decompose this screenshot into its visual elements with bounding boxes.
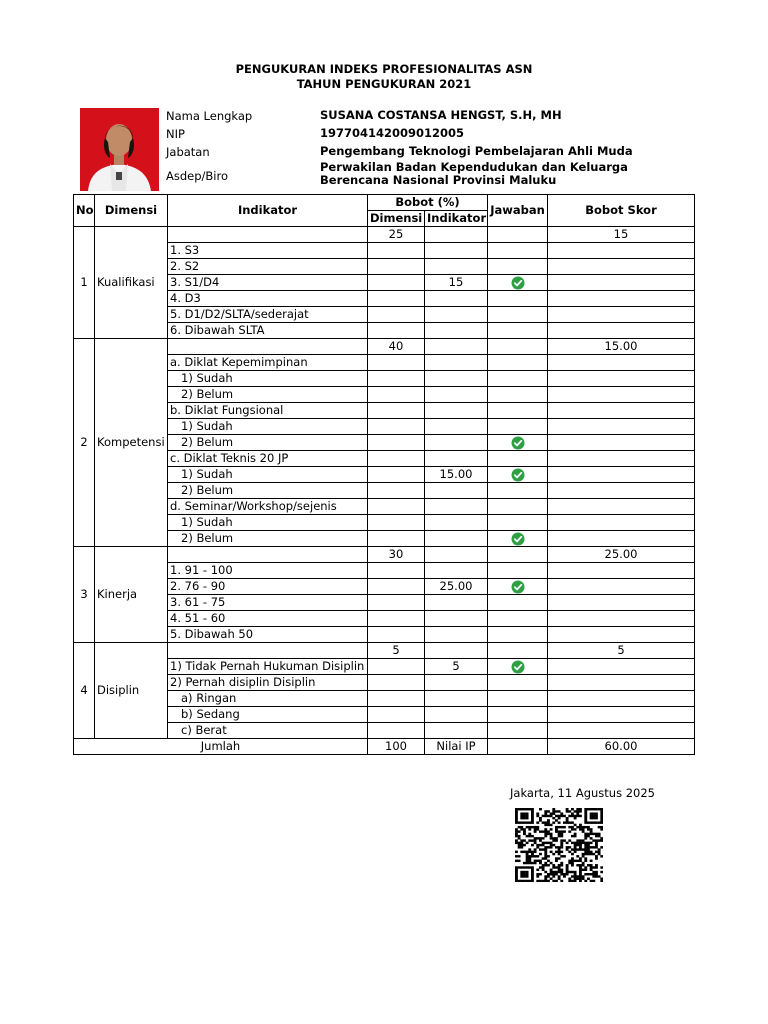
bobot-skor-cell	[548, 323, 695, 339]
nama-label: Nama Lengkap	[166, 109, 253, 123]
section-bobot-indikator-blank	[425, 227, 488, 243]
bobot-skor-cell	[548, 291, 695, 307]
check-icon	[511, 580, 525, 594]
bobot-skor-cell	[548, 611, 695, 627]
jawaban-cell	[488, 387, 548, 403]
indikator-label: 1. 91 - 100	[168, 563, 368, 579]
table-row	[74, 563, 695, 579]
bobot-indikator-cell	[425, 307, 488, 323]
table-row	[74, 307, 695, 323]
indikator-label: c. Diklat Teknis 20 JP	[168, 451, 368, 467]
indikator-label: 2. S2	[168, 259, 368, 275]
check-icon	[511, 436, 525, 450]
indikator-label: 5. D1/D2/SLTA/sederajat	[168, 307, 368, 323]
check-icon	[511, 468, 525, 482]
bobot-skor-cell	[548, 435, 695, 451]
section-bobot-dimensi: 25	[368, 227, 425, 243]
bobot-indikator-cell	[425, 387, 488, 403]
bobot-skor-cell	[548, 707, 695, 723]
indikator-label: a) Ringan	[168, 691, 368, 707]
indikator-label: 6. Dibawah SLTA	[168, 323, 368, 339]
nilai-ip-value: 60.00	[548, 739, 695, 755]
indikator-label: 5. Dibawah 50	[168, 627, 368, 643]
bobot-dimensi-cell	[368, 691, 425, 707]
bobot-skor-cell	[548, 659, 695, 675]
bobot-indikator-cell	[425, 355, 488, 371]
section-jawaban-blank	[488, 227, 548, 243]
section-dimensi: Kompetensi	[95, 339, 168, 547]
section-bobot-indikator-blank	[425, 547, 488, 563]
indikator-label: 3. S1/D4	[168, 275, 368, 291]
jabatan-label: Jabatan	[166, 145, 210, 159]
section-dimensi: Disiplin	[95, 643, 168, 739]
bobot-indikator-cell	[425, 371, 488, 387]
table-row	[74, 531, 695, 547]
bobot-indikator-cell: 25.00	[425, 579, 488, 595]
header-jawaban: Jawaban	[488, 195, 548, 227]
bobot-indikator-cell	[425, 675, 488, 691]
section-bobot-indikator-blank	[425, 339, 488, 355]
bobot-dimensi-cell	[368, 259, 425, 275]
bobot-dimensi-cell	[368, 707, 425, 723]
jawaban-cell	[488, 515, 548, 531]
bobot-indikator-cell	[425, 531, 488, 547]
bobot-skor-cell	[548, 579, 695, 595]
header-dimensi: Dimensi	[95, 195, 168, 227]
table-row	[74, 675, 695, 691]
jawaban-cell	[488, 531, 548, 547]
bobot-skor-cell	[548, 275, 695, 291]
table-row	[74, 579, 695, 595]
indikator-label: 2) Belum	[168, 531, 368, 547]
table-row	[74, 451, 695, 467]
bobot-indikator-cell	[425, 451, 488, 467]
bobot-dimensi-cell	[368, 483, 425, 499]
jawaban-cell	[488, 403, 548, 419]
section-no: 1	[74, 227, 95, 339]
indikator-label: 2) Belum	[168, 483, 368, 499]
bobot-dimensi-cell	[368, 627, 425, 643]
section-jawaban-blank	[488, 547, 548, 563]
table-row	[74, 275, 695, 291]
section-jawaban-blank	[488, 643, 548, 659]
signature-date: Jakarta, 11 Agustus 2025	[510, 786, 655, 800]
jumlah-label: Jumlah	[74, 739, 368, 755]
section-bobot-indikator-blank	[425, 643, 488, 659]
indikator-label: b. Diklat Fungsional	[168, 403, 368, 419]
indikator-label: c) Berat	[168, 723, 368, 739]
jabatan-value: Pengembang Teknologi Pembelajaran Ahli Muda	[320, 144, 633, 158]
table-row	[74, 323, 695, 339]
bobot-indikator-cell	[425, 611, 488, 627]
indikator-label: 1) Sudah	[168, 467, 368, 483]
indikator-label: b) Sedang	[168, 707, 368, 723]
table-row	[74, 419, 695, 435]
table-row	[74, 259, 695, 275]
total-bobot: 100	[368, 739, 425, 755]
document-subtitle: TAHUN PENGUKURAN 2021	[296, 77, 472, 91]
bobot-indikator-cell	[425, 723, 488, 739]
jawaban-cell	[488, 307, 548, 323]
header-bobot: Bobot (%)	[368, 195, 488, 211]
section-indikator-blank	[168, 339, 368, 355]
jawaban-cell	[488, 675, 548, 691]
section-no: 3	[74, 547, 95, 643]
section-dimensi: Kinerja	[95, 547, 168, 643]
bobot-skor-cell	[548, 419, 695, 435]
bobot-dimensi-cell	[368, 499, 425, 515]
header-bobot-skor: Bobot Skor	[548, 195, 695, 227]
check-icon	[511, 276, 525, 290]
section-indikator-blank	[168, 227, 368, 243]
bobot-skor-cell	[548, 499, 695, 515]
nip-label: NIP	[166, 127, 185, 141]
header-bobot-indikator: Indikator	[425, 211, 488, 227]
bobot-indikator-cell	[425, 419, 488, 435]
bobot-dimensi-cell	[368, 419, 425, 435]
bobot-skor-cell	[548, 371, 695, 387]
indikator-label: d. Seminar/Workshop/sejenis	[168, 499, 368, 515]
nip-value: 197704142009012005	[320, 126, 465, 140]
section-header-row	[74, 643, 695, 659]
section-bobot-dimensi: 30	[368, 547, 425, 563]
nama-value: SUSANA COSTANSA HENGST, S.H, MH	[320, 108, 562, 122]
jawaban-cell	[488, 467, 548, 483]
asdep-label: Asdep/Biro	[166, 169, 229, 183]
table-row	[74, 371, 695, 387]
bobot-skor-cell	[548, 483, 695, 499]
indikator-label: 1. S3	[168, 243, 368, 259]
bobot-indikator-cell	[425, 515, 488, 531]
qr-code	[515, 808, 603, 882]
bobot-dimensi-cell	[368, 451, 425, 467]
section-bobot-skor: 15	[548, 227, 695, 243]
table-row	[74, 595, 695, 611]
header-indikator: Indikator	[168, 195, 368, 227]
section-bobot-dimensi: 40	[368, 339, 425, 355]
jawaban-cell	[488, 275, 548, 291]
indikator-label: 1) Sudah	[168, 515, 368, 531]
bobot-dimensi-cell	[368, 579, 425, 595]
table-row	[74, 659, 695, 675]
jawaban-cell	[488, 691, 548, 707]
table-row	[74, 499, 695, 515]
indikator-label: 2) Belum	[168, 435, 368, 451]
table-row	[74, 291, 695, 307]
section-dimensi: Kualifikasi	[95, 227, 168, 339]
bobot-skor-cell	[548, 595, 695, 611]
bobot-indikator-cell	[425, 707, 488, 723]
table-row	[74, 355, 695, 371]
bobot-dimensi-cell	[368, 675, 425, 691]
profile-info	[166, 106, 696, 190]
table-row	[74, 243, 695, 259]
bobot-dimensi-cell	[368, 467, 425, 483]
check-icon	[511, 532, 525, 546]
table-row	[74, 691, 695, 707]
bobot-dimensi-cell	[368, 515, 425, 531]
bobot-skor-cell	[548, 723, 695, 739]
bobot-indikator-cell	[425, 259, 488, 275]
bobot-skor-cell	[548, 307, 695, 323]
jawaban-cell	[488, 627, 548, 643]
bobot-indikator-cell	[425, 403, 488, 419]
bobot-skor-cell	[548, 259, 695, 275]
bobot-skor-cell	[548, 403, 695, 419]
asdep-value-line2: Berencana Nasional Provinsi Maluku	[320, 173, 557, 187]
jawaban-cell	[488, 451, 548, 467]
bobot-indikator-cell	[425, 243, 488, 259]
footer-empty-cell	[488, 739, 548, 755]
bobot-indikator-cell	[425, 691, 488, 707]
bobot-dimensi-cell	[368, 243, 425, 259]
table-row	[74, 515, 695, 531]
table-row	[74, 627, 695, 643]
bobot-indikator-cell: 5	[425, 659, 488, 675]
indikator-label: 4. D3	[168, 291, 368, 307]
section-header-row	[74, 339, 695, 355]
bobot-skor-cell	[548, 355, 695, 371]
header-bobot-dimensi: Dimensi	[368, 211, 425, 227]
indikator-label: 1) Tidak Pernah Hukuman Disiplin	[168, 659, 368, 675]
table-row	[74, 387, 695, 403]
section-bobot-dimensi: 5	[368, 643, 425, 659]
check-icon	[511, 660, 525, 674]
bobot-dimensi-cell	[368, 659, 425, 675]
bobot-dimensi-cell	[368, 403, 425, 419]
profile-photo	[80, 108, 159, 191]
indikator-label: 3. 61 - 75	[168, 595, 368, 611]
bobot-skor-cell	[548, 243, 695, 259]
section-jawaban-blank	[488, 339, 548, 355]
bobot-indikator-cell: 15.00	[425, 467, 488, 483]
asdep-value-line1: Perwakilan Badan Kependudukan dan Keluarga	[320, 160, 628, 174]
bobot-indikator-cell	[425, 483, 488, 499]
jawaban-cell	[488, 291, 548, 307]
jawaban-cell	[488, 563, 548, 579]
bobot-dimensi-cell	[368, 355, 425, 371]
section-no: 4	[74, 643, 95, 739]
indikator-label: 1) Sudah	[168, 419, 368, 435]
section-bobot-skor: 5	[548, 643, 695, 659]
bobot-dimensi-cell	[368, 723, 425, 739]
table-row	[74, 611, 695, 627]
jawaban-cell	[488, 483, 548, 499]
jawaban-cell	[488, 611, 548, 627]
table-row	[74, 403, 695, 419]
bobot-dimensi-cell	[368, 291, 425, 307]
table-row	[74, 723, 695, 739]
jawaban-cell	[488, 595, 548, 611]
jawaban-cell	[488, 499, 548, 515]
bobot-skor-cell	[548, 563, 695, 579]
bobot-indikator-cell	[425, 627, 488, 643]
section-indikator-blank	[168, 643, 368, 659]
indikator-label: 1) Sudah	[168, 371, 368, 387]
jawaban-cell	[488, 355, 548, 371]
table-row	[74, 435, 695, 451]
bobot-dimensi-cell	[368, 371, 425, 387]
bobot-dimensi-cell	[368, 595, 425, 611]
section-indikator-blank	[168, 547, 368, 563]
bobot-dimensi-cell	[368, 387, 425, 403]
bobot-skor-cell	[548, 691, 695, 707]
section-header-row	[74, 547, 695, 563]
table-row	[74, 467, 695, 483]
bobot-indikator-cell	[425, 323, 488, 339]
jawaban-cell	[488, 243, 548, 259]
asdep-value	[320, 161, 690, 187]
bobot-dimensi-cell	[368, 307, 425, 323]
indikator-label: 2) Belum	[168, 387, 368, 403]
bobot-skor-cell	[548, 531, 695, 547]
bobot-skor-cell	[548, 451, 695, 467]
jawaban-cell	[488, 723, 548, 739]
jawaban-cell	[488, 579, 548, 595]
document-title: PENGUKURAN INDEKS PROFESIONALITAS ASN	[235, 62, 533, 76]
indikator-label: 2) Pernah disiplin Disiplin	[168, 675, 368, 691]
section-no: 2	[74, 339, 95, 547]
bobot-skor-cell	[548, 387, 695, 403]
bobot-dimensi-cell	[368, 563, 425, 579]
bobot-dimensi-cell	[368, 531, 425, 547]
bobot-skor-cell	[548, 675, 695, 691]
jawaban-cell	[488, 435, 548, 451]
bobot-indikator-cell	[425, 499, 488, 515]
bobot-indikator-cell	[425, 563, 488, 579]
table-row	[74, 483, 695, 499]
indikator-label: 4. 51 - 60	[168, 611, 368, 627]
section-bobot-skor: 15.00	[548, 339, 695, 355]
bobot-skor-cell	[548, 467, 695, 483]
bobot-indikator-cell	[425, 291, 488, 307]
jawaban-cell	[488, 707, 548, 723]
table-body	[74, 227, 695, 739]
bobot-skor-cell	[548, 515, 695, 531]
bobot-indikator-cell	[425, 435, 488, 451]
table-row	[74, 707, 695, 723]
jawaban-cell	[488, 259, 548, 275]
section-header-row	[74, 227, 695, 243]
bobot-dimensi-cell	[368, 611, 425, 627]
header-no: No	[74, 195, 95, 227]
bobot-dimensi-cell	[368, 435, 425, 451]
bobot-dimensi-cell	[368, 275, 425, 291]
section-bobot-skor: 25.00	[548, 547, 695, 563]
assessment-table	[73, 194, 695, 755]
bobot-skor-cell	[548, 627, 695, 643]
indikator-label: 2. 76 - 90	[168, 579, 368, 595]
bobot-indikator-cell	[425, 595, 488, 611]
jawaban-cell	[488, 659, 548, 675]
jawaban-cell	[488, 371, 548, 387]
nilai-ip-label: Nilai IP	[425, 739, 488, 755]
bobot-indikator-cell: 15	[425, 275, 488, 291]
indikator-label: a. Diklat Kepemimpinan	[168, 355, 368, 371]
jawaban-cell	[488, 323, 548, 339]
jawaban-cell	[488, 419, 548, 435]
bobot-dimensi-cell	[368, 323, 425, 339]
